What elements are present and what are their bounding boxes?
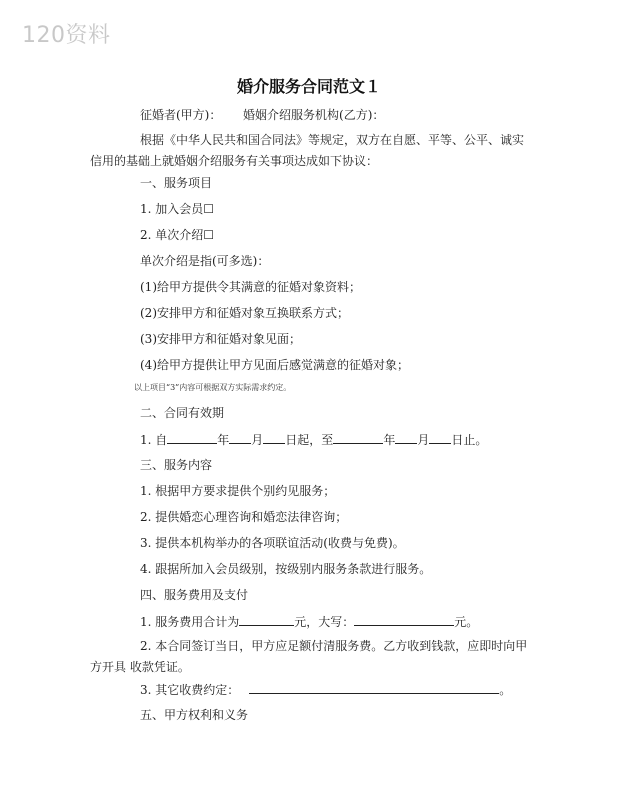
party-a-label: 征婚者(甲方)： — [140, 108, 222, 122]
parties-line — [140, 108, 384, 122]
fee-prefix: 1. 服务费用合计为 — [140, 615, 240, 629]
section4-heading: 四、服务费用及支付 — [140, 588, 249, 602]
service-content-item: 2. 提供婚恋心理咨询和婚恋法律咨询； — [140, 510, 348, 524]
end-month-blank[interactable] — [395, 432, 417, 444]
option-item: (2)安排甲方和征婚对象互换联系方式； — [140, 306, 349, 320]
period-day-from-label: 日起，至 — [285, 433, 334, 447]
end-year-blank[interactable] — [333, 432, 383, 444]
party-b-label: 婚姻介绍服务机构(乙方)： — [243, 108, 385, 122]
period-month2-label: 月 — [417, 433, 430, 447]
section5-heading: 五、甲方权利和义务 — [140, 708, 249, 722]
period-end-label: 日止。 — [451, 433, 488, 447]
page-title: 婚介服务合同范文１ — [236, 77, 381, 96]
option-item: (3)安排甲方和征婚对象见面； — [140, 332, 301, 346]
start-day-blank[interactable] — [263, 432, 285, 444]
fee-uppercase-blank[interactable] — [354, 614, 454, 626]
single-intro-subheading: 单次介绍是指(可多选)： — [140, 254, 270, 268]
option-item: (4)给甲方提供让甲方见面后感觉满意的征婚对象； — [140, 358, 409, 372]
service-item-member: 1. 加入会员☐ — [140, 202, 215, 216]
service-content-item: 3. 提供本机构举办的各项联谊活动(收费与免费)。 — [140, 536, 405, 550]
start-month-blank[interactable] — [229, 432, 251, 444]
watermark: 120资料 — [22, 23, 111, 48]
fee-amount-blank[interactable] — [239, 614, 294, 626]
period-month-label: 月 — [251, 433, 264, 447]
other-fee-blank[interactable] — [249, 682, 499, 694]
fee-total-line — [140, 614, 478, 629]
service-content-item: 4. 跟据所加入会员级别，按级别内服务条款进行服务。 — [140, 562, 432, 576]
section2-heading: 二、合同有效期 — [140, 406, 225, 420]
fee-yuan-label: 元，大写： — [294, 615, 355, 629]
contract-period-line — [140, 432, 487, 447]
other-fee-prefix: 3. 其它收费约定： — [140, 683, 240, 697]
start-year-blank[interactable] — [167, 432, 217, 444]
service-content-item: 1. 根据甲方要求提供个别约见服务； — [140, 484, 336, 498]
service-item-single: 2. 单次介绍☐ — [140, 228, 215, 242]
section1-heading: 一、服务项目 — [140, 176, 213, 190]
period-year2-label: 年 — [383, 433, 396, 447]
intro-paragraph: 根据《中华人民共和国合同法》等规定，双方在自愿、平等、公平、诚实信用的基础上就婚姻介绍服务有关事项达成如下协议： — [90, 133, 525, 168]
section1-note: 以上项目“3”内容可根据双方实际需求约定。 — [134, 383, 292, 392]
fee-end-label: 元。 — [454, 615, 479, 629]
section3-heading: 三、服务内容 — [140, 458, 213, 472]
period-year-label: 年 — [217, 433, 230, 447]
other-fee-end: 。 — [499, 683, 512, 697]
payment-paragraph: 2. 本合同签订当日，甲方应足额付清服务费。乙方收到钱款，应即时向甲方开具 收款凭证。 — [90, 639, 528, 674]
period-prefix: 1. 自 — [140, 433, 168, 447]
other-fee-line — [140, 682, 511, 697]
end-day-blank[interactable] — [429, 432, 451, 444]
option-item: (1)给甲方提供令其满意的征婚对象资料； — [140, 280, 361, 294]
